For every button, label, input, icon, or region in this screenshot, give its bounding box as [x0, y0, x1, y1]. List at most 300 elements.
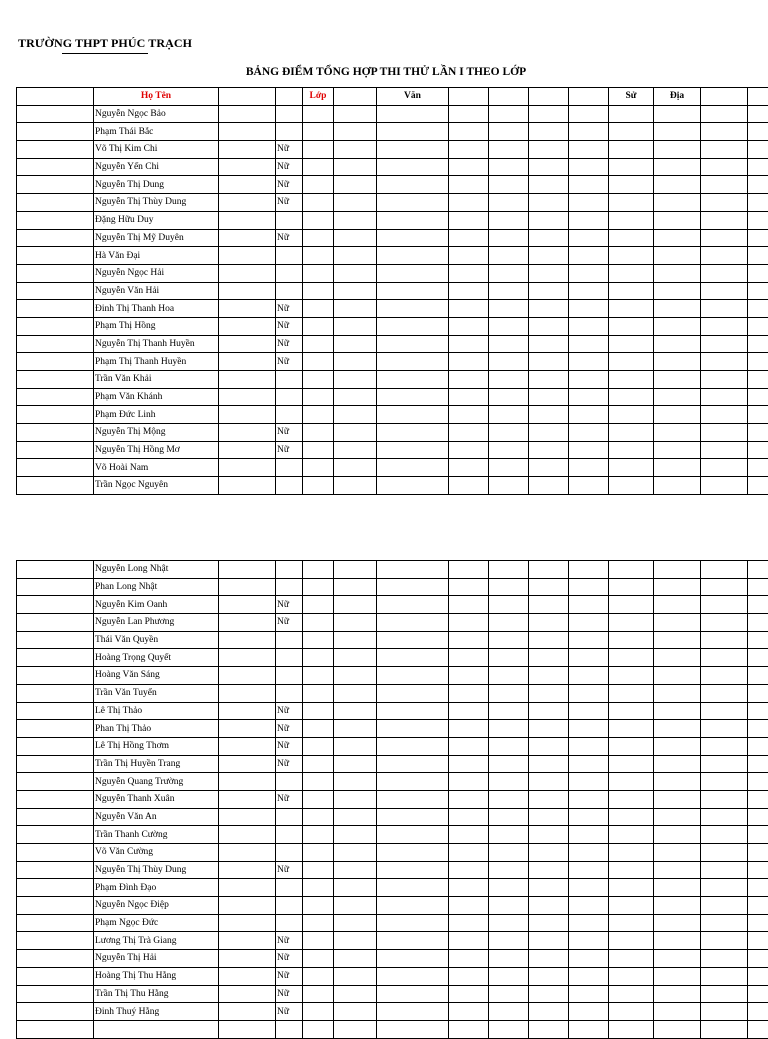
score-cell [489, 477, 529, 495]
score-cell [17, 317, 94, 335]
score-cell [609, 335, 654, 353]
score-cell [569, 282, 609, 300]
student-name: Nguyễn Ngọc Hải [94, 264, 219, 282]
score-cell [654, 317, 701, 335]
score-cell [17, 353, 94, 371]
score-cell [219, 229, 276, 247]
score-cell [654, 300, 701, 318]
score-cell [701, 123, 748, 141]
score-cell [609, 441, 654, 459]
student-name: Hoàng Trọng Quyết [94, 649, 219, 667]
score-cell [17, 667, 94, 685]
score-cell [748, 879, 768, 897]
score-cell [219, 879, 276, 897]
student-name: Phạm Thái Bắc [94, 123, 219, 141]
score-cell [529, 194, 569, 212]
school-underline [62, 53, 148, 54]
score-cell [489, 317, 529, 335]
table-row [17, 158, 768, 176]
score-cell [303, 561, 334, 579]
score-cell [17, 561, 94, 579]
score-cell [654, 441, 701, 459]
score-cell [219, 141, 276, 159]
score-cell [529, 1020, 569, 1038]
score-cell [748, 388, 768, 406]
table-row [17, 596, 768, 614]
score-cell [748, 950, 768, 968]
score-cell [609, 596, 654, 614]
score-cell [654, 808, 701, 826]
score-cell [377, 141, 449, 159]
score-cell [303, 932, 334, 950]
score-cell [17, 105, 94, 123]
student-gender: Nữ [276, 755, 303, 773]
score-cell [334, 211, 377, 229]
score-cell [529, 631, 569, 649]
table-row [17, 985, 768, 1003]
score-cell [748, 264, 768, 282]
table-row [17, 335, 768, 353]
score-cell [219, 441, 276, 459]
score-cell [654, 861, 701, 879]
student-gender: Nữ [276, 720, 303, 738]
score-cell [17, 649, 94, 667]
score-cell [489, 123, 529, 141]
score-cell [489, 388, 529, 406]
score-cell [377, 985, 449, 1003]
score-cell [748, 158, 768, 176]
score-cell [449, 141, 489, 159]
score-cell [377, 561, 449, 579]
score-cell [701, 702, 748, 720]
score-cell [489, 459, 529, 477]
score-cell [609, 561, 654, 579]
score-cell [748, 808, 768, 826]
score-cell [219, 406, 276, 424]
student-gender: Nữ [276, 702, 303, 720]
student-gender: Nữ [276, 967, 303, 985]
score-cell [529, 282, 569, 300]
score-cell [748, 317, 768, 335]
score-cell [569, 1003, 609, 1021]
score-cell [17, 684, 94, 702]
score-cell [748, 477, 768, 495]
score-cell [609, 1003, 654, 1021]
score-cell [748, 1003, 768, 1021]
score-cell [569, 264, 609, 282]
score-cell [17, 477, 94, 495]
score-cell [449, 282, 489, 300]
score-cell [334, 596, 377, 614]
score-cell [377, 424, 449, 442]
score-cell [569, 335, 609, 353]
score-cell [609, 300, 654, 318]
score-cell [17, 631, 94, 649]
score-cell [489, 158, 529, 176]
header-literature: Văn [377, 88, 449, 106]
score-cell [489, 967, 529, 985]
score-cell [377, 317, 449, 335]
score-cell [609, 353, 654, 371]
table-row [17, 105, 768, 123]
score-cell [529, 826, 569, 844]
score-cell [529, 105, 569, 123]
score-cell [17, 879, 94, 897]
score-cell [17, 229, 94, 247]
score-cell [377, 105, 449, 123]
score-cell [569, 932, 609, 950]
score-cell [17, 737, 94, 755]
score-cell [219, 950, 276, 968]
score-cell [654, 667, 701, 685]
student-gender: Nữ [276, 317, 303, 335]
student-name: Nguyễn Thị Mỹ Duyên [94, 229, 219, 247]
student-name: Đặng Hữu Duy [94, 211, 219, 229]
score-cell [377, 684, 449, 702]
student-gender [276, 1020, 303, 1038]
score-cell [219, 985, 276, 1003]
score-cell [334, 737, 377, 755]
score-cell [701, 684, 748, 702]
score-cell [377, 194, 449, 212]
score-cell [489, 406, 529, 424]
student-name: Trần Văn Tuyển [94, 684, 219, 702]
score-cell [303, 755, 334, 773]
score-cell [654, 737, 701, 755]
score-cell [334, 808, 377, 826]
score-cell [377, 755, 449, 773]
score-cell [701, 631, 748, 649]
score-cell [17, 596, 94, 614]
score-cell [609, 755, 654, 773]
score-cell [303, 861, 334, 879]
score-cell [569, 247, 609, 265]
student-name: Nguyễn Thị Thùy Dung [94, 194, 219, 212]
student-name: Phạm Đình Đạo [94, 879, 219, 897]
score-cell [529, 808, 569, 826]
table-row [17, 353, 768, 371]
score-cell [569, 967, 609, 985]
score-cell [377, 950, 449, 968]
score-cell [609, 773, 654, 791]
score-cell [334, 335, 377, 353]
score-cell [334, 388, 377, 406]
table-row [17, 720, 768, 738]
score-cell [489, 826, 529, 844]
score-cell [449, 264, 489, 282]
score-table-2 [16, 560, 768, 1039]
score-cell [17, 371, 94, 389]
score-cell [569, 649, 609, 667]
score-cell [654, 755, 701, 773]
student-name: Trần Thị Thu Hằng [94, 985, 219, 1003]
table-row [17, 247, 768, 265]
score-cell [219, 158, 276, 176]
student-name: Nguyễn Văn An [94, 808, 219, 826]
header-cell [219, 88, 276, 106]
score-cell [334, 790, 377, 808]
score-cell [569, 1020, 609, 1038]
score-cell [529, 123, 569, 141]
score-cell [489, 282, 529, 300]
score-cell [17, 844, 94, 862]
score-cell [701, 335, 748, 353]
student-gender: Nữ [276, 335, 303, 353]
score-cell [449, 353, 489, 371]
student-name: Lê Thị Thảo [94, 702, 219, 720]
student-name: Trần Văn Khải [94, 371, 219, 389]
student-name: Phạm Đức Linh [94, 406, 219, 424]
score-cell [449, 317, 489, 335]
table-row [17, 123, 768, 141]
score-cell [449, 371, 489, 389]
score-cell [489, 1020, 529, 1038]
score-cell [701, 1020, 748, 1038]
score-cell [219, 105, 276, 123]
score-cell [569, 614, 609, 632]
score-cell [303, 790, 334, 808]
score-cell [489, 141, 529, 159]
score-cell [377, 300, 449, 318]
score-cell [529, 300, 569, 318]
score-cell [17, 755, 94, 773]
score-cell [569, 353, 609, 371]
score-cell [748, 441, 768, 459]
student-name: Võ Văn Cường [94, 844, 219, 862]
score-cell [334, 317, 377, 335]
score-cell [449, 667, 489, 685]
score-cell [449, 247, 489, 265]
score-cell [449, 229, 489, 247]
score-cell [17, 264, 94, 282]
score-cell [654, 790, 701, 808]
score-cell [489, 176, 529, 194]
score-cell [748, 667, 768, 685]
score-cell [17, 406, 94, 424]
table-row [17, 879, 768, 897]
score-cell [17, 614, 94, 632]
score-cell [529, 247, 569, 265]
score-cell [654, 1003, 701, 1021]
table-row [17, 459, 768, 477]
score-cell [609, 229, 654, 247]
score-cell [748, 1020, 768, 1038]
student-gender [276, 631, 303, 649]
score-cell [609, 194, 654, 212]
score-cell [748, 773, 768, 791]
score-cell [17, 300, 94, 318]
score-cell [303, 720, 334, 738]
student-gender [276, 264, 303, 282]
score-cell [334, 879, 377, 897]
score-cell [449, 985, 489, 1003]
score-cell [609, 406, 654, 424]
score-cell [748, 247, 768, 265]
score-cell [569, 844, 609, 862]
score-cell [569, 578, 609, 596]
score-cell [701, 596, 748, 614]
score-table-1 [16, 87, 768, 495]
score-cell [748, 353, 768, 371]
score-cell [529, 477, 569, 495]
score-cell [219, 459, 276, 477]
score-cell [449, 194, 489, 212]
score-cell [334, 578, 377, 596]
student-gender: Nữ [276, 861, 303, 879]
score-cell [334, 755, 377, 773]
student-name: Nguyễn Thị Hồng Mơ [94, 441, 219, 459]
score-cell [303, 1020, 334, 1038]
student-gender [276, 808, 303, 826]
score-cell [377, 667, 449, 685]
score-cell [334, 684, 377, 702]
table-row [17, 300, 768, 318]
score-cell [449, 406, 489, 424]
score-cell [377, 1003, 449, 1021]
score-cell [303, 844, 334, 862]
score-cell [303, 614, 334, 632]
score-cell [219, 317, 276, 335]
student-name: Nguyễn Ngọc Điệp [94, 897, 219, 915]
score-cell [334, 649, 377, 667]
score-cell [17, 141, 94, 159]
score-cell [219, 388, 276, 406]
header-geography: Địa [654, 88, 701, 106]
student-name: Nguyễn Yến Chi [94, 158, 219, 176]
score-cell [377, 967, 449, 985]
score-cell [377, 459, 449, 477]
student-gender [276, 388, 303, 406]
student-name: Võ Hoài Nam [94, 459, 219, 477]
score-cell [569, 477, 609, 495]
score-cell [449, 844, 489, 862]
table-row [17, 176, 768, 194]
score-cell [701, 158, 748, 176]
student-name: Lê Thị Hồng Thơm [94, 737, 219, 755]
score-cell [219, 932, 276, 950]
score-cell [569, 826, 609, 844]
score-cell [748, 737, 768, 755]
score-cell [529, 861, 569, 879]
score-cell [609, 371, 654, 389]
score-cell [529, 317, 569, 335]
score-cell [219, 335, 276, 353]
score-cell [303, 826, 334, 844]
score-cell [303, 596, 334, 614]
table-row [17, 282, 768, 300]
score-cell [219, 596, 276, 614]
score-cell [701, 967, 748, 985]
score-cell [701, 649, 748, 667]
score-cell [219, 684, 276, 702]
score-cell [334, 123, 377, 141]
score-cell [748, 211, 768, 229]
score-cell [377, 371, 449, 389]
score-cell [609, 985, 654, 1003]
score-cell [219, 844, 276, 862]
score-cell [449, 914, 489, 932]
score-cell [529, 720, 569, 738]
score-cell [748, 596, 768, 614]
student-gender [276, 667, 303, 685]
student-gender [276, 879, 303, 897]
score-cell [569, 596, 609, 614]
score-cell [334, 1020, 377, 1038]
student-name: Trần Ngọc Nguyên [94, 477, 219, 495]
score-cell [219, 561, 276, 579]
student-name: Đinh Thị Thanh Hoa [94, 300, 219, 318]
score-cell [377, 335, 449, 353]
score-cell [334, 229, 377, 247]
score-cell [303, 282, 334, 300]
score-cell [609, 950, 654, 968]
score-cell [334, 353, 377, 371]
score-cell [219, 477, 276, 495]
score-cell [609, 211, 654, 229]
student-gender: Nữ [276, 141, 303, 159]
table-row [17, 808, 768, 826]
score-cell [609, 790, 654, 808]
score-cell [303, 123, 334, 141]
score-cell [609, 388, 654, 406]
score-cell [334, 844, 377, 862]
score-cell [489, 755, 529, 773]
score-cell [748, 861, 768, 879]
school-name: TRƯỜNG THPT PHÚC TRẠCH [18, 36, 192, 51]
score-cell [748, 194, 768, 212]
score-cell [748, 932, 768, 950]
score-cell [529, 264, 569, 282]
score-cell [219, 737, 276, 755]
table-row [17, 578, 768, 596]
score-cell [303, 406, 334, 424]
score-cell [529, 459, 569, 477]
student-name: Nguyễn Ngọc Bảo [94, 105, 219, 123]
score-cell [654, 282, 701, 300]
score-cell [748, 371, 768, 389]
score-cell [219, 194, 276, 212]
score-cell [654, 264, 701, 282]
score-cell [701, 300, 748, 318]
score-cell [334, 914, 377, 932]
score-cell [701, 737, 748, 755]
score-cell [449, 388, 489, 406]
table-row [17, 950, 768, 968]
score-cell [609, 861, 654, 879]
score-cell [609, 737, 654, 755]
table-row [17, 737, 768, 755]
score-cell [377, 649, 449, 667]
score-cell [334, 264, 377, 282]
score-cell [449, 335, 489, 353]
score-cell [303, 371, 334, 389]
score-cell [449, 702, 489, 720]
score-cell [17, 967, 94, 985]
score-cell [303, 649, 334, 667]
score-cell [17, 808, 94, 826]
table-row [17, 1020, 768, 1038]
score-cell [748, 844, 768, 862]
score-cell [569, 737, 609, 755]
student-name: Hoàng Thị Thu Hằng [94, 967, 219, 985]
score-cell [334, 702, 377, 720]
score-cell [654, 914, 701, 932]
score-cell [748, 335, 768, 353]
score-cell [219, 631, 276, 649]
score-cell [219, 176, 276, 194]
student-gender [276, 459, 303, 477]
score-cell [334, 950, 377, 968]
